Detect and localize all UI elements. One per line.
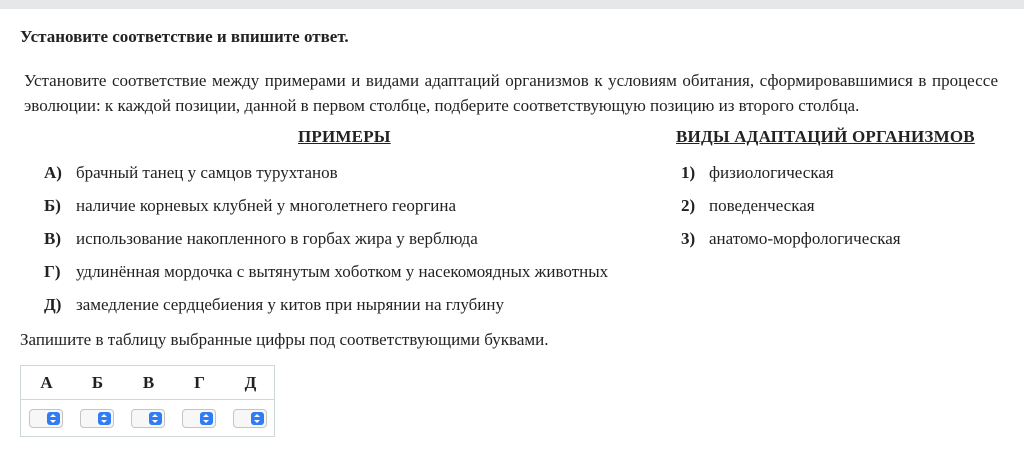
answer-letter-a: А — [40, 373, 53, 392]
type-key: 3) — [681, 229, 696, 248]
example-text: удлинённая мордочка с вытянутым хоботком у насекомоядных животных — [76, 262, 609, 281]
example-item-v — [44, 229, 478, 249]
select-arrows-icon — [200, 412, 213, 425]
type-item-2 — [681, 196, 815, 216]
answer-select-a[interactable] — [29, 409, 63, 428]
example-item-a — [44, 163, 338, 183]
example-text: замедление сердцебиения у китов при нырянии на глубину — [76, 295, 504, 314]
select-arrows-icon — [98, 412, 111, 425]
task-heading: Установите соответствие и впишите ответ. — [20, 27, 349, 46]
answer-table — [20, 365, 275, 437]
answer-select-d[interactable] — [233, 409, 267, 428]
select-arrows-icon — [47, 412, 60, 425]
answer-select-v[interactable] — [131, 409, 165, 428]
task-text: Установите соответствие между примерами и видами адаптаций организмов к условиям обитания, сформировавшимися в процессе эволюции: к каждой позиции, данной в первом столбце, подберите соответствующую позицию из второго столбца. — [24, 71, 998, 115]
types-header: ВИДЫ АДАПТАЦИЙ ОРГАНИЗМОВ — [676, 127, 975, 146]
select-arrows-icon — [251, 412, 264, 425]
answer-letters-row — [21, 366, 274, 400]
instruction-text: Запишите в таблицу выбранные цифры под соответствующими буквами. — [20, 330, 549, 349]
type-key: 2) — [681, 196, 696, 215]
example-text: использование накопленного в горбах жира у верблюда — [76, 229, 478, 248]
answer-letter-g: Г — [194, 373, 205, 392]
example-key: Д) — [44, 295, 62, 314]
example-key: А) — [44, 163, 62, 182]
type-text: физиологическая — [709, 163, 834, 182]
top-bar — [0, 0, 1024, 9]
examples-header: ПРИМЕРЫ — [298, 127, 391, 146]
answer-letter-b: Б — [91, 373, 104, 392]
answer-letter-v: В — [142, 373, 155, 392]
answer-letter-d: Д — [244, 373, 257, 392]
type-text: поведенческая — [709, 196, 815, 215]
example-text: брачный танец у самцов турухтанов — [76, 163, 338, 182]
type-item-1 — [681, 163, 834, 183]
example-item-d — [44, 295, 504, 315]
type-item-3 — [681, 229, 901, 249]
example-text: наличие корневых клубней у многолетнего георгина — [76, 196, 457, 215]
example-key: Г) — [44, 262, 61, 281]
type-text: анатомо-морфологическая — [709, 229, 901, 248]
example-key: В) — [44, 229, 61, 248]
type-key: 1) — [681, 163, 696, 182]
answer-select-b[interactable] — [80, 409, 114, 428]
example-item-g — [44, 262, 608, 282]
select-arrows-icon — [149, 412, 162, 425]
answer-select-g[interactable] — [182, 409, 216, 428]
example-item-b — [44, 196, 456, 216]
example-key: Б) — [44, 196, 61, 215]
